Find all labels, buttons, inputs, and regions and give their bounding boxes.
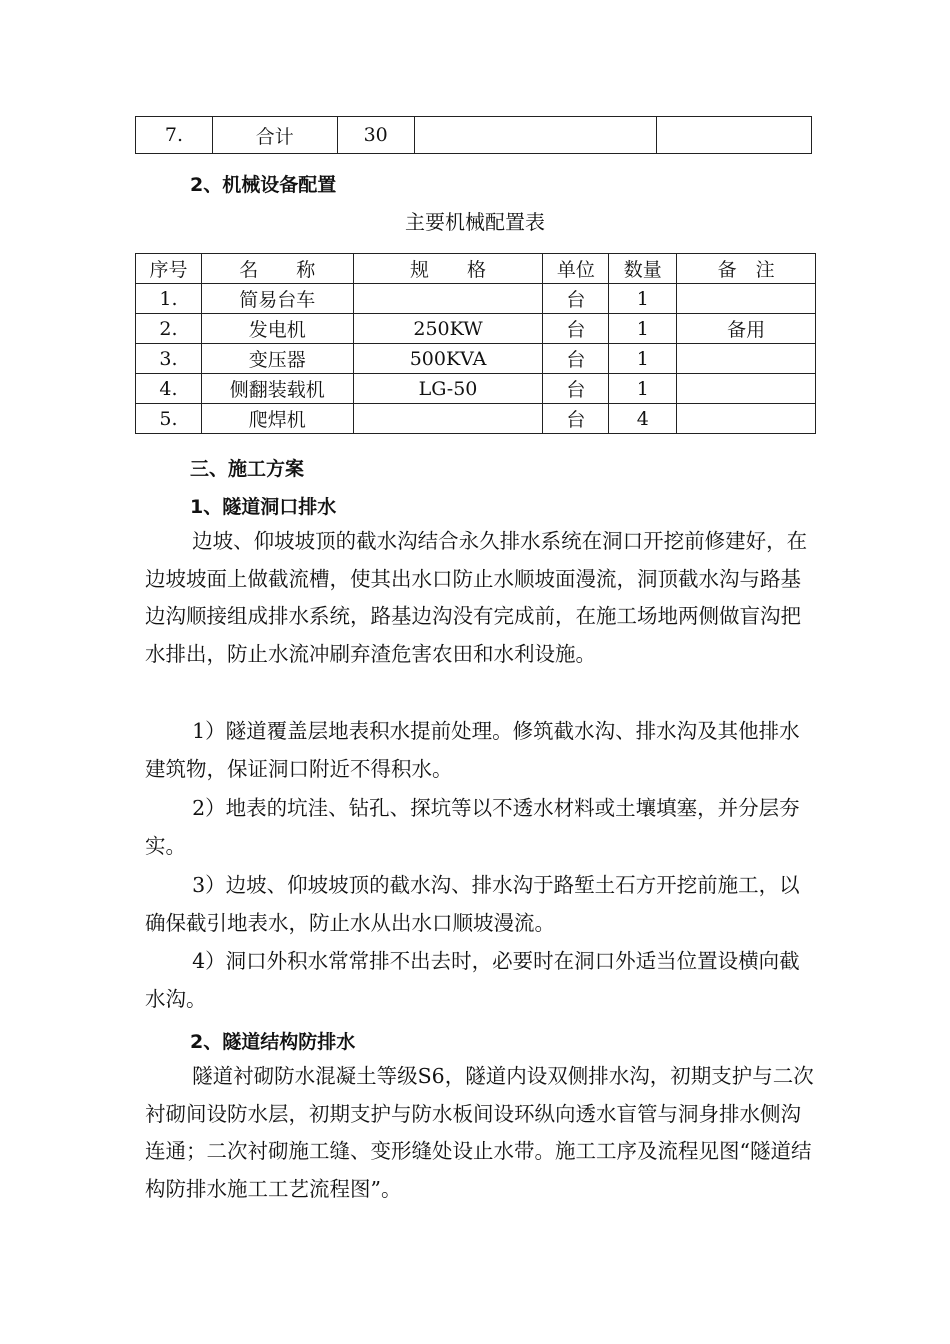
- cell-name: 侧翻装载机: [201, 374, 353, 404]
- cell-empty: [414, 117, 657, 154]
- cell-name: 变压器: [201, 344, 353, 374]
- header-index: 序号: [136, 254, 202, 284]
- cell-total-value: 30: [337, 117, 414, 154]
- cell-spec: [353, 284, 543, 314]
- cell-quantity: 1: [609, 374, 677, 404]
- section-heading-structure-drainage: 2、隧道结构防排水: [190, 1031, 356, 1053]
- cell-index: 5.: [136, 404, 202, 434]
- cell-remarks: [677, 284, 816, 314]
- section-heading-portal-drainage: 1、隧道洞口排水: [190, 496, 337, 518]
- cell-quantity: 1: [609, 344, 677, 374]
- cell-unit: 台: [543, 404, 609, 434]
- table-header-row: [136, 254, 816, 284]
- cell-spec: [353, 404, 543, 434]
- cell-name: 发电机: [201, 314, 353, 344]
- header-remarks: 备 注: [677, 254, 816, 284]
- cell-name: 爬焊机: [201, 404, 353, 434]
- list-item-1: 1）隧道覆盖层地表积水提前处理。修筑截水沟、排水沟及其他排水建筑物，保证洞口附近不得积水。: [145, 719, 800, 781]
- cell-spec: 500KVA: [353, 344, 543, 374]
- header-quantity: 数量: [609, 254, 677, 284]
- list-item-4: 4）洞口外积水常常排不出去时，必要时在洞口外适当位置设横向截水沟。: [145, 949, 800, 1011]
- section-heading-machinery: 2、机械设备配置: [190, 174, 337, 196]
- cell-unit: 台: [543, 314, 609, 344]
- table-row: [136, 314, 816, 344]
- cell-index: 1.: [136, 284, 202, 314]
- cell-quantity: 1: [609, 284, 677, 314]
- cell-unit: 台: [543, 344, 609, 374]
- table-row: [136, 374, 816, 404]
- cell-name: 简易台车: [201, 284, 353, 314]
- staff-total-table: [135, 116, 812, 154]
- header-spec: 规 格: [353, 254, 543, 284]
- cell-remarks: [677, 374, 816, 404]
- cell-spec: LG-50: [353, 374, 543, 404]
- paragraph-portal-drainage: 边坡、仰坡坡顶的截水沟结合永久排水系统在洞口开挖前修建好，在边坡坡面上做截流槽，使其出水口防止水顺坡面漫流，洞顶截水沟与路基边沟顺接组成排水系统，路基边沟没有完成前，在施工场地两侧做盲沟把水排出，防止水流冲刷弃渣危害农田和水利设施。: [145, 529, 808, 666]
- list-item-2: 2）地表的坑洼、钻孔、探坑等以不透水材料或土壤填塞，并分层夯实。: [145, 796, 800, 858]
- table-row: [136, 117, 812, 154]
- cell-quantity: 4: [609, 404, 677, 434]
- cell-index: 3.: [136, 344, 202, 374]
- section-heading-construction-plan: 三、施工方案: [190, 458, 305, 480]
- cell-total-label: 合计: [212, 117, 337, 154]
- cell-quantity: 1: [609, 314, 677, 344]
- cell-remarks: [677, 344, 816, 374]
- cell-empty: [657, 117, 812, 154]
- cell-unit: 台: [543, 284, 609, 314]
- table-row: [136, 404, 816, 434]
- cell-spec: 250KW: [353, 314, 543, 344]
- cell-index: 7.: [136, 117, 213, 154]
- table-row: [136, 344, 816, 374]
- table-row: [136, 284, 816, 314]
- table-caption: 主要机械配置表: [405, 210, 545, 234]
- cell-unit: 台: [543, 374, 609, 404]
- cell-index: 4.: [136, 374, 202, 404]
- paragraph-structure-drainage: 隧道衬砌防水混凝土等级S6，隧道内设双侧排水沟，初期支护与二次衬砌间设防水层，初期支护与防水板间设环纵向透水盲管与洞身排水侧沟连通；二次衬砌施工缝、变形缝处设止水带。施工工序及流程见图“隧道结构防排水施工工艺流程图”。: [145, 1064, 814, 1201]
- cell-index: 2.: [136, 314, 202, 344]
- cell-remarks: 备用: [677, 314, 816, 344]
- cell-remarks: [677, 404, 816, 434]
- equipment-table: [135, 253, 816, 434]
- header-name: 名 称: [201, 254, 353, 284]
- header-unit: 单位: [543, 254, 609, 284]
- list-item-3: 3）边坡、仰坡坡顶的截水沟、排水沟于路堑土石方开挖前施工，以确保截引地表水，防止水从出水口顺坡漫流。: [145, 873, 800, 935]
